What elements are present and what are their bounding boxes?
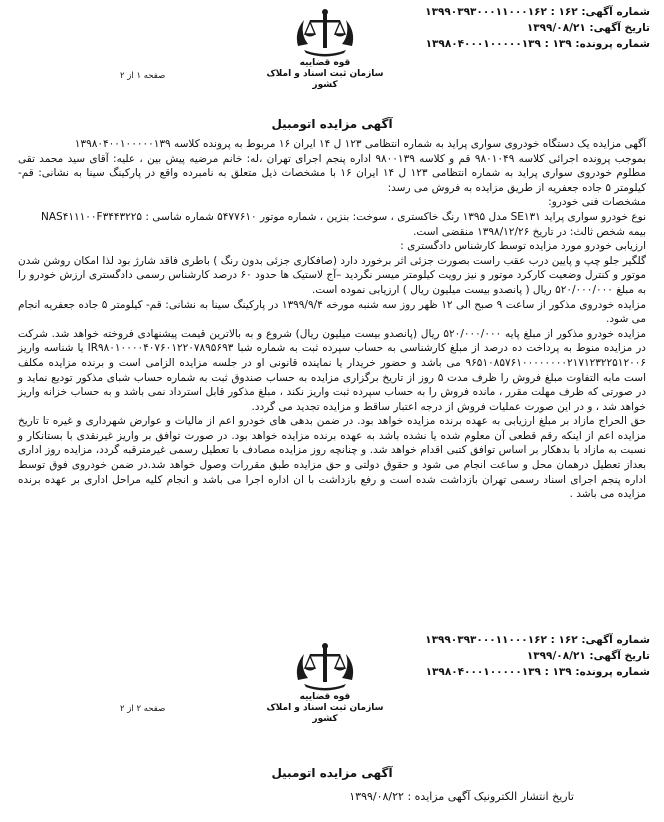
paragraph-vehicle: نوع خودرو سواری پراید SE۱۳۱ مدل ۱۳۹۵ رنگ خاکستری ، سوخت: بنزین ، شماره موتور ۵۴۷۷۶۱۰ شماره شاسی : NAS۴۱۱۱۰۰F۳۴۴۳۲۲۵ bbox=[41, 210, 646, 223]
ad-date: تاریخ آگهی: ۱۳۹۹/۰۸/۲۱ bbox=[526, 22, 650, 34]
org-name-line2: سازمان ثبت اسناد و املاک کشور bbox=[266, 69, 384, 90]
org-name-line1: قوه قضاییه bbox=[299, 58, 351, 68]
page-label: صفحه ۱ از ۲ bbox=[120, 71, 166, 81]
page-label: صفحه ۲ از ۲ bbox=[120, 704, 166, 714]
ad-number: شماره آگهی: ۱۶۲ : ۱۳۹۹۰۳۹۳۰۰۰۱۱۰۰۰۱۶۲ bbox=[425, 634, 650, 646]
page1-logo bbox=[260, 6, 390, 91]
ad-date: تاریخ آگهی: ۱۳۹۹/۰۸/۲۱ bbox=[526, 650, 650, 662]
paragraph-insurance: بیمه شخص ثالث: در تاریخ ۱۳۹۸/۱۲/۲۶ منقضی است. bbox=[413, 225, 646, 238]
page2-logo bbox=[260, 640, 390, 725]
paragraph-fees: حق الحراج مازاد بر مبلغ ارزیابی به عهده برنده مزایده خواهد بود. در ضمن بدهی های خودرو اعم از مالیات و عوارض شهرداری و غیره تا تاریخ مزایده اعم از اینکه رقم قطعی آن معلوم شده یا نشده باشد به عهده برنده مزایده خواهد بود. در صورت توافق بر واریز غیرنقدی با بستانکار و نسبت به مازاد با بدهکار بر اساس توافق کتبی اقدام خواهد شد. و چنانچه روز مزایده مصادف با تعطیل رسمی غیرمترقبه گردد، مزایده روز اداری بعداز تعطیل درهمان محل و ساعت انجام می شود و حقوق دولتی و حق مزایده طبق مقررات وصول خواهد شد.در ضمن خودروی فوق توسط اداره پنجم اجرای اسناد رسمی تهران بازداشت شده است و رفع بازداشت با ان اداره اجرا می باشد و انجام کلیه مراحل اداری بر عهده برنده مزایده می باشد . bbox=[18, 415, 646, 501]
judiciary-emblem-icon bbox=[290, 6, 360, 58]
ad-number: شماره آگهی: ۱۶۲ : ۱۳۹۹۰۳۹۳۰۰۰۱۱۰۰۰۱۶۲ bbox=[425, 6, 650, 18]
paragraph-specs-heading: مشخصات فنی خودرو: bbox=[548, 196, 646, 209]
paragraph-appraisal-heading: ارزیابی خودرو مورد مزایده توسط کارشناس دادگستری : bbox=[400, 240, 646, 253]
page1-meta bbox=[425, 4, 650, 52]
paragraph-case: بموجب پرونده اجرائی کلاسه ۹۸۰۱۰۴۹ قم و کلاسه ۹۸۰۰۱۳۹ اداره پنجم اجرای تهران ،له: خانم مرضیه پیش بین ، علیه: آقای سید محمد تقی مطلوم خودروی سواری پراید به شماره انتظامی ۱۲۳ ل ۱۴ ایران ۱۶ با مشخصات ذیل متعلق به نامبرده واقع در پارکینگ سینا به نشانی: قم- کیلومتر ۵ جاده جعفریه از طریق مزایده به فروش می رسد: bbox=[18, 152, 646, 194]
org-name-line1: قوه قضاییه bbox=[299, 692, 351, 702]
paragraph-appraisal: گلگیر جلو چپ و پایین درب عقب راست بصورت جزئی اثر برخورد دارد (صافکاری جزئی بدون رنگ ) باطری فاقد شارژ بود لذا امکان روشن شدن موتور و کنترل وضعیت کارکرد موتور و نیز رویت کیلومتر میسر نگردید –آج لاستیک ها حدود ۶۰ درصد کارشناس رسمی دادگستری ارزش خودرو را به مبلغ ۵۲۰/۰۰۰/۰۰۰ ریال ( پانصدو بیست میلیون ریال ) ارزیابی نموده است. bbox=[18, 254, 646, 296]
page-title: آگهی مزایده اتومبیل bbox=[271, 766, 393, 780]
judiciary-emblem-icon bbox=[290, 640, 360, 692]
paragraph-auction-terms: مزایده خودرو مذکور از مبلغ پایه ۵۲۰/۰۰۰/۰۰۰ ریال (پانصدو بیست میلیون ریال) شروع و به بالاترین قیمت پیشنهادی فروخته خواهد شد. شرکت در مزایده منوط به پرداخت ده درصد از مبلغ کارشناسی به حساب سپرده ثبت به شماره شبا IR۹۸۰۱۰۰۰۰۴۰۷۶۰۱۲۲۰۷۸۹۵۶۹۳ یا شناسه واریز ۹۶۵۱۰۸۵۷۶۱۰۰۰۰۰۰۰۰۲۱۷۱۲۳۲۲۵۱۲۰۰۶ می باشد و حضور خریدار یا نماینده قانونی او در جلسه مزایده الزامی است و برنده مزایده مکلف است مابه التفاوت مبلغ فروش را ظرف مدت ۵ روز از تاریخ برگزاری مزایده به حساب صندوق ثبت به شماره حساب شبای مذکور تودیع نماید و در صورتی که ظرف مهلت مقرر ، مانده فروش را به حساب سپرده ثبت واریز نکند ، مبلغ مذکور قابل استرداد نمی باشد و به حساب خزانه واریز خواهد شد ، و در این صورت عملیات فروش از درجه اعتبار ساقط و مزایده تجدید می گردد. bbox=[18, 327, 646, 413]
publish-date-line: تاریخ انتشار الکترونیک آگهی مزایده : ۱۳۹۹/۰۸/۲۲ bbox=[349, 790, 574, 803]
page-title: آگهی مزایده اتومبیل bbox=[271, 117, 393, 131]
org-name-line2: سازمان ثبت اسناد و املاک کشور bbox=[266, 703, 384, 724]
case-number: شماره پرونده: ۱۳۹ : ۱۳۹۸۰۴۰۰۰۱۰۰۰۰۰۱۳۹ bbox=[425, 38, 650, 50]
announcement-body bbox=[18, 137, 646, 502]
paragraph-intro: آگهی مزایده یک دستگاه خودروی سواری پراید به شماره انتظامی ۱۲۳ ل ۱۴ ایران ۱۶ مربوط به پرونده کلاسه ۱۳۹۸۰۴۰۰۱۰۰۰۰۰۱۳۹ bbox=[74, 138, 646, 150]
case-number: شماره پرونده: ۱۳۹ : ۱۳۹۸۰۴۰۰۰۱۰۰۰۰۰۱۳۹ bbox=[425, 666, 650, 678]
page2-meta bbox=[425, 632, 650, 680]
paragraph-auction-time: مزایده خودروی مذکور از ساعت ۹ صبح الی ۱۲ ظهر روز سه شنبه مورخه ۱۳۹۹/۹/۴ در پارکینگ سینا به نشانی: قم- کیلومتر ۵ جاده جعفریه انجام می شود. bbox=[18, 298, 646, 326]
